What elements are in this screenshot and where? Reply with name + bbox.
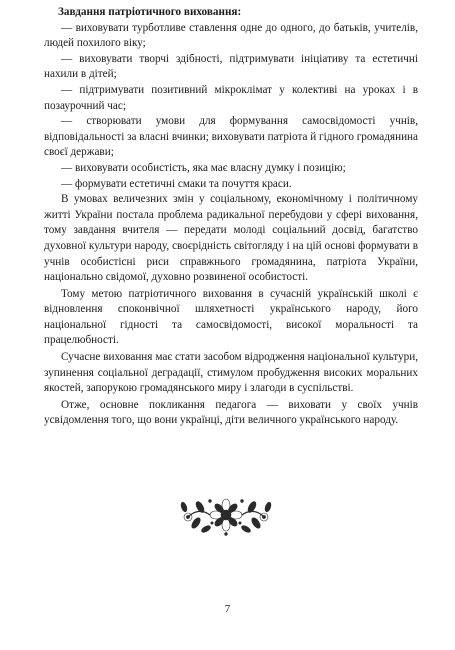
- task-item: — формувати естетичні смаки та почуття краси.: [61, 177, 292, 190]
- body-paragraph: Сучасне виховання має стати засобом відродження національної культури, зупинення соціальної деградації, стимулом пробудження високих моральних якостей, запорукою громадянського миру і злагоди в суспільстві.: [44, 351, 418, 395]
- task-item: — виховувати особистість, яка має власну думку і позицію;: [61, 161, 346, 174]
- task-item: — виховувати творчі здібності, підтримувати ініціативу та естетичні нахили в дітей;: [44, 52, 418, 81]
- floral-ornament-icon: [176, 493, 276, 537]
- page-text: [44, 5, 418, 429]
- body-paragraph: В умовах величезних змін у соціальному, економічному і політичному житті України постала проблема радикальної перебудови у сфері виховання, тому завдання вчителя — передати молоді соціальний досвід, багатство духовної культури народу, своєрідність світогляду і на цій основі формувати в учнів особистісні риси справжнього громадянина, патріота України, національно свідомої, духовно розвиненої особистості.: [44, 193, 418, 284]
- body-paragraph: Тому метою патріотичного виховання в сучасній українській школі є відновлення споконвічної шляхетності українського народу, його національної гідності та самосвідомості, високої моральності та працелюбності.: [44, 287, 418, 347]
- section-heading: Завдання патріотичного виховання:: [58, 6, 242, 18]
- task-item: — виховувати турботливе ставлення одне до одного, до батьків, учителів, людей похилого віку;: [44, 21, 418, 50]
- task-item: — створювати умови для формування самосвідомості учнів, відповідальності за власні вчинки; виховувати патріота й гідного громадянина своєї держави;: [44, 115, 419, 159]
- page-number: 7: [224, 603, 231, 615]
- task-item: — підтримувати позитивний мікроклімат у колективі на уроках і в позаурочний час;: [44, 83, 418, 112]
- body-paragraph: Отже, основне покликання педагога — виховати у своїх учнів усвідомлення того, що вони українці, діти величного українського народу.: [44, 398, 418, 427]
